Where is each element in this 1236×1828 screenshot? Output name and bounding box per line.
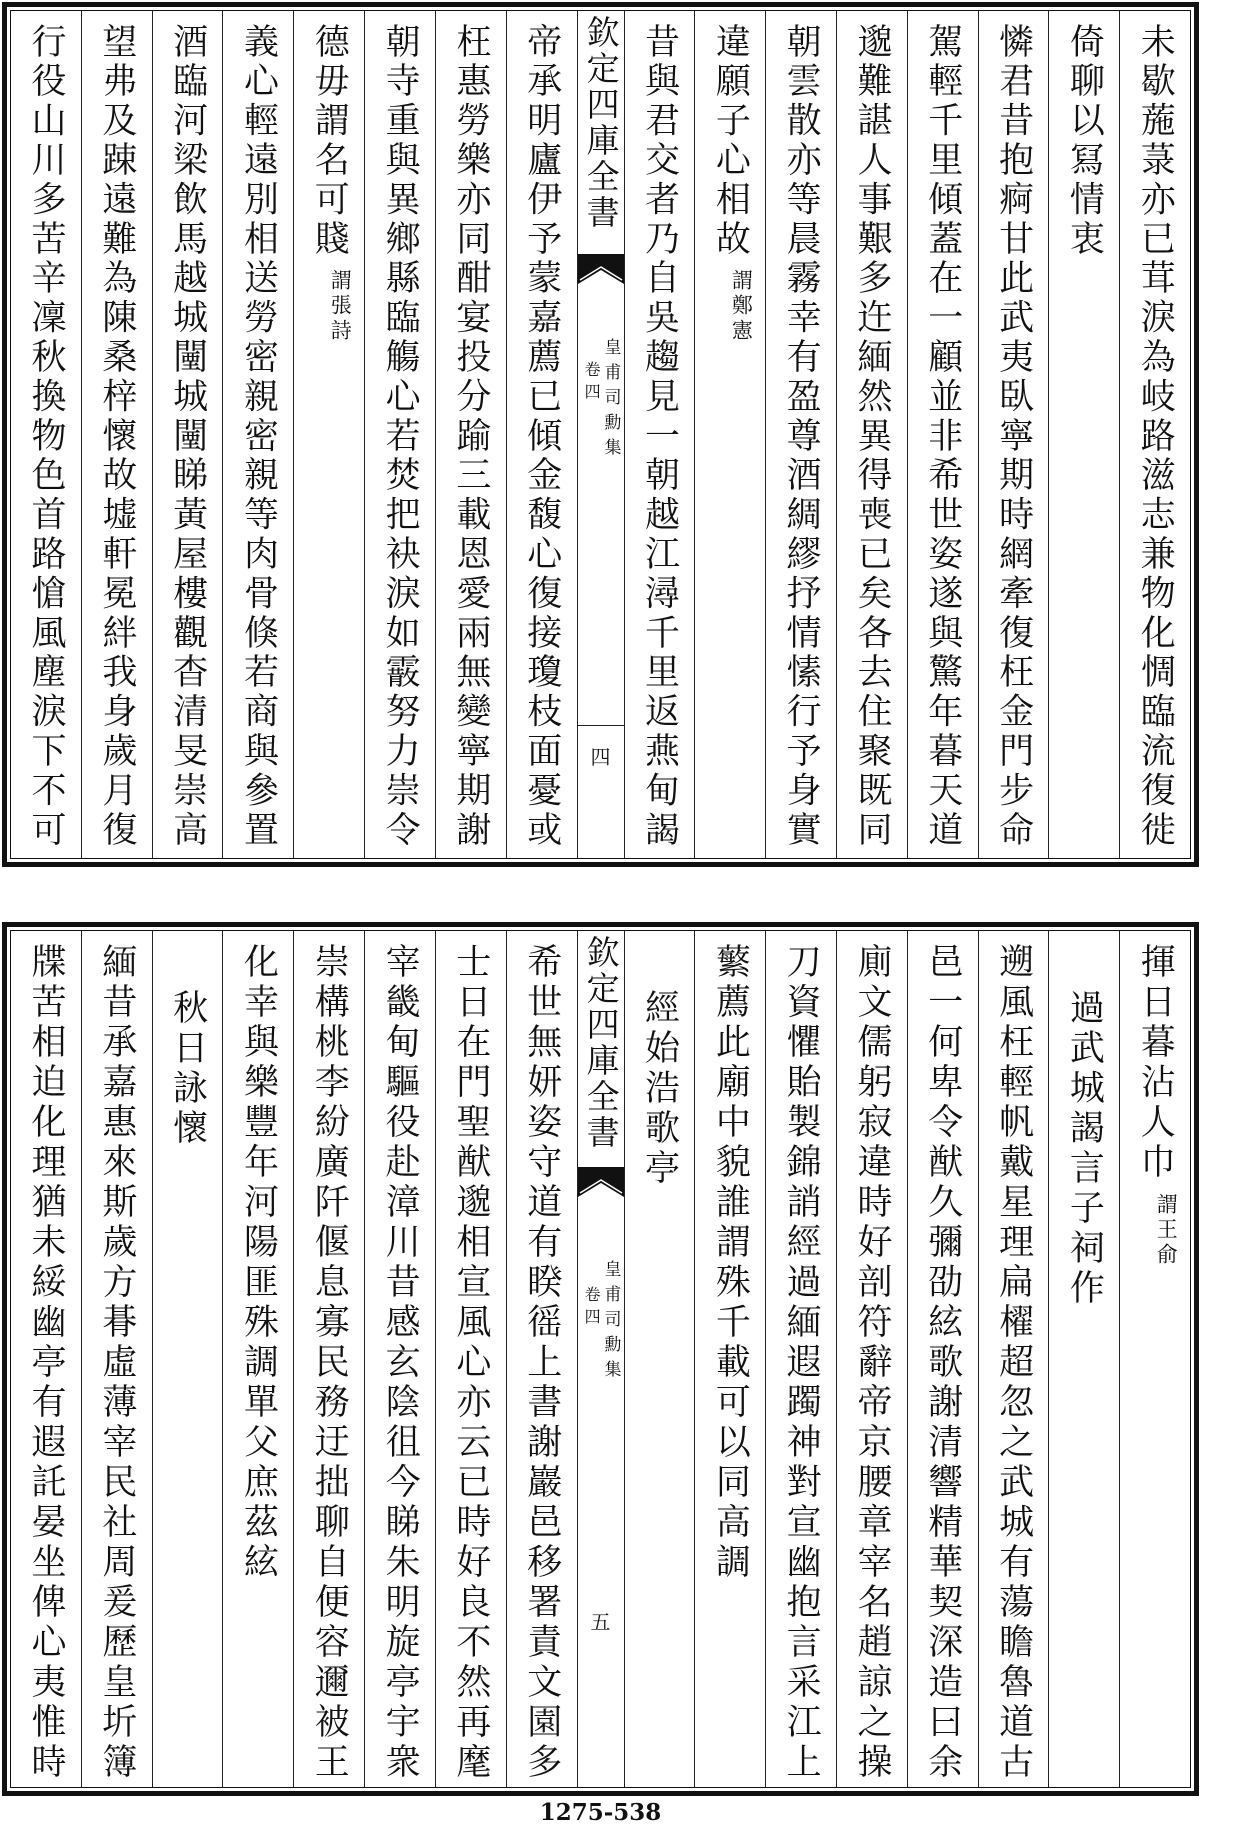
- column-text-wrap: [781, 23, 821, 858]
- column-text-wrap: [380, 943, 420, 1787]
- text-column: [836, 11, 907, 858]
- column-text-wrap: [309, 943, 349, 1787]
- text-column: [11, 931, 81, 1787]
- center-rule: [578, 725, 624, 726]
- banxin-title-wrap: [578, 15, 624, 231]
- text-column: [907, 931, 978, 1787]
- text-column: [152, 11, 223, 858]
- folio-frame: [10, 10, 1191, 859]
- collection-title: 皇甫司勳集: [600, 1260, 621, 1385]
- annotation-note: 謂王俞: [1154, 1193, 1179, 1268]
- column-text: 未歇葹菉亦已茸淚為岐路滋志兼物化惆臨流復徙: [1135, 23, 1176, 851]
- column-text: 朝雲散亦等晨霧幸有盈尊酒綢繆抒情愫行予身實: [781, 23, 822, 851]
- annotation-note: 謂鄭憲: [729, 269, 754, 345]
- column-text: 望弗及踈遠難為陳桑梓懷故墟軒冕絆我身歲月復: [96, 23, 137, 851]
- column-text: 邑一何卑令猷久彌劭絃歌謝清響精華契深造曰余: [922, 943, 963, 1783]
- column-text-wrap: [451, 23, 491, 858]
- column-text: 憐君昔抱痾甘此武夷臥寧期時網牽復枉金門步命: [993, 23, 1034, 851]
- column-text-wrap: [639, 23, 679, 858]
- text-column: [293, 931, 364, 1787]
- column-text-wrap: [1135, 23, 1175, 858]
- column-text: 遡風枉輕帆戴星理扁櫂超忽之武城有蕩瞻魯道古: [993, 943, 1034, 1783]
- column-text: 宰畿甸驅役赴漳川昔感玄陰徂今睇朱明旋亭宇衆: [380, 943, 421, 1783]
- text-column: [836, 931, 907, 1787]
- column-text: 駕輕千里傾蓋在一顧並非希世姿遂與驚年暮天道: [922, 23, 963, 851]
- column-text: 化幸與樂豐年河陽匪殊調單父庶茲絃: [238, 943, 279, 1583]
- folio-frame: [10, 930, 1191, 1788]
- column-text-wrap: [167, 23, 207, 858]
- folio-top: [2, 2, 1199, 867]
- text-column: [765, 11, 836, 858]
- text-column: [624, 931, 695, 1787]
- collection-title: 皇甫司勳集: [600, 338, 621, 463]
- column-text-wrap: [1064, 23, 1104, 858]
- column-text-wrap: [923, 943, 963, 1787]
- poem-title: 秋日詠懷: [167, 989, 208, 1149]
- text-column: [293, 11, 364, 858]
- column-text-wrap: [238, 23, 278, 858]
- text-column: [81, 11, 152, 858]
- column-text: 士日在門聖猷邈相宣風心亦云已時好良不然再麾: [450, 943, 491, 1783]
- banxin-title-wrap: [578, 935, 624, 1151]
- text-column: [694, 11, 765, 858]
- column-text: 德毋謂名可賤: [309, 23, 350, 260]
- column-text: 昔與君交者乃自吳趨見一朝越江潯千里返燕甸謁: [639, 23, 680, 851]
- poem-title: 經始浩歌亭: [639, 989, 680, 1189]
- text-column: [1048, 11, 1119, 858]
- column-text: 崇構桃李紛廣阡偃息寡民務迂拙聊自便容邇被王: [309, 943, 350, 1783]
- annotation-note: 謂張詩: [328, 269, 353, 345]
- column-text: 牒苦相迫化理猶未綏幽亭有遐託晏坐俾心夷惟時: [26, 943, 67, 1783]
- column-text: 揮日暮沾人巾: [1135, 943, 1176, 1183]
- text-column: [1048, 931, 1119, 1787]
- column-text: 酒臨河梁飲馬越城闉城闉睇黃屋樓觀杳清旻崇高: [167, 23, 208, 851]
- column-text-wrap: [710, 943, 750, 1787]
- text-column: [694, 931, 765, 1787]
- banxin: [577, 11, 624, 858]
- column-text-wrap: [451, 943, 491, 1787]
- column-text-wrap: [639, 989, 679, 1787]
- text-column: [81, 931, 152, 1787]
- column-text: 朝寺重與異鄉縣臨觴心若焚把袂淚如霰努力崇令: [380, 23, 421, 851]
- column-text-wrap: [167, 989, 207, 1787]
- text-column: [1119, 11, 1190, 858]
- column-text-wrap: [923, 23, 963, 858]
- text-column: [765, 931, 836, 1787]
- column-text-wrap: [993, 23, 1033, 858]
- poem-title: 過武城謁言子祠作: [1064, 989, 1105, 1309]
- fish-tail-icon: [578, 1167, 624, 1203]
- column-text: 行役山川多苦辛凜秋換物色首路愴風塵淚下不可: [26, 23, 67, 851]
- column-text-wrap: [26, 23, 66, 858]
- text-column: [11, 11, 81, 858]
- column-text-wrap: [97, 943, 137, 1787]
- text-column: [364, 11, 435, 858]
- text-column: [364, 931, 435, 1787]
- column-text-wrap: [1064, 989, 1104, 1787]
- fish-tail-icon: [578, 254, 624, 290]
- text-column: [1119, 931, 1190, 1787]
- column-text-wrap: [309, 23, 353, 858]
- column-text: 倚聊以冩情衷: [1064, 23, 1105, 260]
- text-column: [435, 11, 506, 858]
- column-text-wrap: [26, 943, 66, 1787]
- column-text: 帝承明廬伊予蒙嘉薦已傾金馥心復接瓊枝面憂或: [521, 23, 562, 851]
- column-text-wrap: [238, 943, 278, 1787]
- column-text: 違願子心相故: [710, 23, 751, 260]
- text-column: [435, 931, 506, 1787]
- column-text: 邈難諶人事艱多迕緬然異得喪已矣各去住聚既同: [851, 23, 892, 851]
- column-text: 希世無妍姿守道有睽徭上書謝巖邑移署責文園多: [521, 943, 562, 1783]
- column-text: 枉惠勞樂亦同酣宴投分踰三載恩愛兩無變寧期謝: [450, 23, 491, 851]
- column-text-wrap: [521, 23, 561, 858]
- text-column: [978, 11, 1049, 858]
- column-text: 義心輕遠別相送勞密親密親等肉骨倏若商與參置: [238, 23, 279, 851]
- page-number: 四: [590, 745, 611, 769]
- page-code: 1275-538: [539, 1799, 662, 1826]
- column-text-wrap: [781, 943, 821, 1787]
- text-column: [152, 931, 223, 1787]
- text-column: [506, 11, 577, 858]
- folio-bottom: [2, 922, 1199, 1796]
- column-text-wrap: [380, 23, 420, 858]
- column-text-wrap: [97, 23, 137, 858]
- text-column: [222, 931, 293, 1787]
- column-text-wrap: [710, 23, 754, 858]
- page-number: 五: [590, 1610, 611, 1634]
- column-text-wrap: [521, 943, 561, 1787]
- column-text-wrap: [852, 943, 892, 1787]
- juan-label: 卷四: [582, 361, 602, 405]
- text-column: [624, 11, 695, 858]
- juan-label: 卷四: [582, 1286, 602, 1330]
- book-header: 欽定四庫全書: [581, 935, 621, 1151]
- text-column: [978, 931, 1049, 1787]
- text-column: [222, 11, 293, 858]
- column-text-wrap: [1135, 943, 1179, 1787]
- column-text-wrap: [852, 23, 892, 858]
- text-column: [907, 11, 978, 858]
- column-text: 廁文儒躬寂違時好剖符辭帝京腰章宰名趙諒之操: [851, 943, 892, 1783]
- column-text: 緬昔承嘉惠來斯歲方朞虛薄宰民社周爰歷皇圻簿: [96, 943, 137, 1783]
- banxin: [577, 931, 624, 1787]
- column-text: 刀資懼貽製錦誚經過緬遐躅神對宣幽抱言采江上: [781, 943, 822, 1783]
- text-column: [506, 931, 577, 1787]
- book-header: 欽定四庫全書: [581, 15, 621, 231]
- column-text-wrap: [993, 943, 1033, 1787]
- column-text: 蘩薦此廟中貌誰謂殊千載可以同高調: [710, 943, 751, 1583]
